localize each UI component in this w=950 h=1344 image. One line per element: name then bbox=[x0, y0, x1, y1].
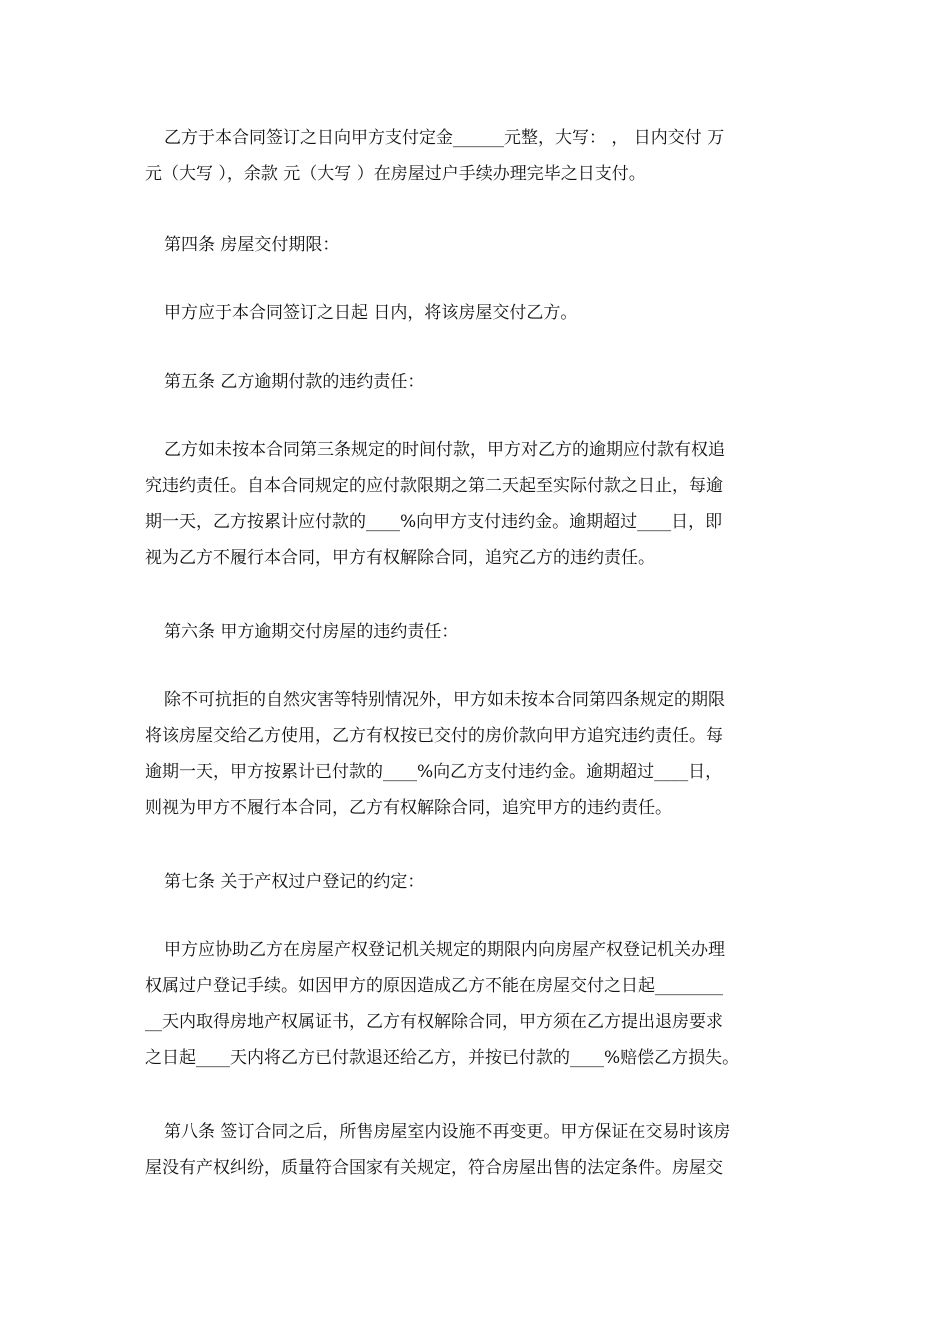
text-line: 甲方应协助乙方在房屋产权登记机关规定的期限内向房屋产权登记机关办理 bbox=[164, 940, 725, 960]
text-line: 逾期一天，甲方按累计已付款的____%向乙方支付违约金。逾期超过____日， bbox=[145, 762, 723, 782]
article8 bbox=[145, 1114, 810, 1186]
text-line: 期一天，乙方按累计应付款的____%向甲方支付违约金。逾期超过____日，即 bbox=[145, 512, 723, 532]
text-line: __天内取得房地产权属证书，乙方有权解除合同，甲方须在乙方提出退房要求 bbox=[145, 1012, 723, 1032]
article4-body bbox=[145, 295, 810, 331]
article7-heading bbox=[145, 864, 810, 900]
paragraph-deposit bbox=[145, 120, 810, 192]
article5-body bbox=[145, 432, 810, 576]
article4-heading bbox=[145, 227, 810, 263]
text-line: 第四条 房屋交付期限： bbox=[164, 235, 340, 255]
article7-body bbox=[145, 932, 810, 1076]
text-line: 视为乙方不履行本合同，甲方有权解除合同，追究乙方的违约责任。 bbox=[145, 548, 655, 568]
article6-body bbox=[145, 682, 810, 826]
article5-heading bbox=[145, 364, 810, 400]
text-line: 之日起____天内将乙方已付款退还给乙方，并按已付款的____%赔偿乙方损失。 bbox=[145, 1048, 740, 1068]
text-line: 则视为甲方不履行本合同，乙方有权解除合同，追究甲方的违约责任。 bbox=[145, 798, 672, 818]
text-line: 除不可抗拒的自然灾害等特别情况外，甲方如未按本合同第四条规定的期限 bbox=[164, 690, 725, 710]
article6-heading bbox=[145, 614, 810, 650]
text-line: 元（大写 ），余款 元（大写 ）在房屋过户手续办理完毕之日支付。 bbox=[145, 164, 646, 184]
text-line: 第八条 签订合同之后，所售房屋室内设施不再变更。甲方保证在交易时该房 bbox=[164, 1122, 731, 1142]
text-line: 屋没有产权纠纷，质量符合国家有关规定，符合房屋出售的法定条件。房屋交 bbox=[145, 1158, 723, 1178]
text-line: 第七条 关于产权过户登记的约定： bbox=[164, 872, 425, 892]
text-line: 第五条 乙方逾期付款的违约责任： bbox=[164, 372, 425, 392]
text-line: 甲方应于本合同签订之日起 日内，将该房屋交付乙方。 bbox=[164, 303, 578, 323]
text-line: 究违约责任。自本合同规定的应付款限期之第二天起至实际付款之日止，每逾 bbox=[145, 476, 723, 496]
text-line: 权属过户登记手续。如因甲方的原因造成乙方不能在房屋交付之日起________ bbox=[145, 976, 723, 996]
text-line: 第六条 甲方逾期交付房屋的违约责任： bbox=[164, 622, 459, 642]
text-line: 乙方如未按本合同第三条规定的时间付款，甲方对乙方的逾期应付款有权追 bbox=[164, 440, 725, 460]
text-line: 将该房屋交给乙方使用，乙方有权按已交付的房价款向甲方追究违约责任。每 bbox=[145, 726, 723, 746]
text-line: 乙方于本合同签订之日向甲方支付定金______元整，大写： ， 日内交付 万 bbox=[164, 128, 725, 148]
